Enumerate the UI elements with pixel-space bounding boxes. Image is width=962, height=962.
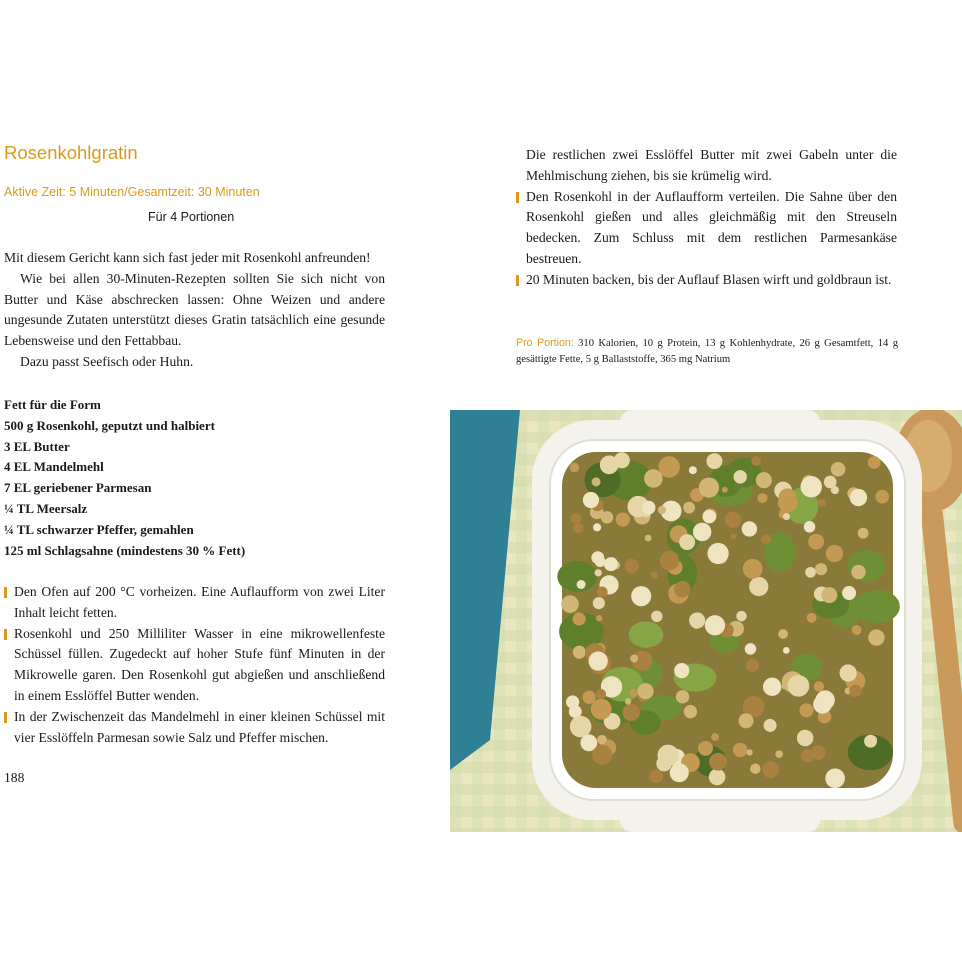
- recipe-photo: [450, 410, 962, 832]
- step-marker-icon: [4, 629, 7, 640]
- crumb-topping-icon: [596, 615, 602, 621]
- crumb-topping-icon: [593, 597, 605, 609]
- crumb-topping-icon: [702, 510, 716, 524]
- crumb-topping-icon: [709, 753, 727, 771]
- brussels-sprout-icon: [629, 621, 664, 647]
- crumb-topping-icon: [850, 489, 867, 506]
- gratin-illustration: [450, 410, 962, 832]
- ingredient-item: Fett für die Form: [4, 397, 101, 412]
- crumb-topping-icon: [778, 629, 788, 639]
- crumb-topping-icon: [651, 611, 662, 622]
- instruction-list-continued: [516, 145, 897, 291]
- crumb-topping-icon: [591, 699, 612, 720]
- instruction-step: [4, 624, 385, 707]
- crumb-topping-icon: [775, 750, 783, 758]
- instruction-list: [4, 582, 385, 748]
- crumb-topping-icon: [589, 651, 608, 670]
- crumb-topping-icon: [799, 703, 813, 717]
- crumb-topping-icon: [625, 559, 639, 573]
- crumb-topping-icon: [705, 615, 725, 635]
- crumb-topping-icon: [684, 705, 697, 718]
- crumb-topping-icon: [595, 556, 606, 567]
- crumb-topping-icon: [757, 493, 767, 503]
- crumb-topping-icon: [698, 741, 713, 756]
- instruction-step: [4, 707, 385, 749]
- crumb-topping-icon: [642, 501, 656, 515]
- recipe-title: Rosenkohlgratin: [4, 142, 138, 163]
- crumb-topping-icon: [708, 543, 729, 564]
- nutrition-info: [516, 336, 898, 367]
- crumb-topping-icon: [742, 521, 757, 536]
- brussels-sprout-icon: [854, 590, 899, 623]
- crumb-topping-icon: [630, 689, 638, 697]
- crumb-topping-icon: [736, 611, 746, 621]
- crumb-topping-icon: [601, 511, 613, 523]
- crumb-topping-icon: [805, 567, 816, 578]
- step-text: Die restlichen zwei Esslöffel Butter mit zwei Gabeln unter die Mehlmischung ziehen, bis sie krümelig wird.: [526, 147, 897, 183]
- crumb-topping-icon: [651, 571, 658, 578]
- step-marker-icon: [516, 192, 519, 203]
- crumb-topping-icon: [825, 769, 845, 789]
- crumb-topping-icon: [788, 675, 810, 697]
- crumb-topping-icon: [764, 719, 777, 732]
- crumb-topping-icon: [852, 625, 862, 635]
- crumb-topping-icon: [660, 551, 679, 570]
- crumb-topping-icon: [709, 769, 726, 786]
- crumb-topping-icon: [797, 730, 813, 746]
- crumb-topping-icon: [801, 749, 814, 762]
- step-marker-icon: [516, 275, 519, 286]
- crumb-topping-icon: [821, 587, 837, 603]
- crumb-topping-icon: [858, 528, 869, 539]
- crumb-topping-icon: [594, 569, 601, 576]
- crumb-topping-icon: [570, 513, 581, 524]
- step-text: Rosenkohl und 250 Milliliter Wasser in eine mikrowellenfeste Schüssel füllen. Zugedeckt auf hoher Stufe fünf Minuten in der Mikrowelle garen. Den Rosenkohl gut abgießen und anschließend in einem Esslöffel Butter wenden.: [14, 625, 385, 703]
- crumb-topping-icon: [596, 689, 606, 699]
- crumb-topping-icon: [577, 580, 586, 589]
- step-text: Den Rosenkohl in der Auflaufform verteilen. Die Sahne über den Rosenkohl gießen und alles gleichmäßig mit den Streuseln bedecken. Zum Schluss mit dem restlichen Parmesankäse bestreuen.: [526, 188, 897, 266]
- crumb-topping-icon: [604, 557, 618, 571]
- crumb-topping-icon: [582, 691, 595, 704]
- crumb-topping-icon: [808, 534, 824, 550]
- step-marker-icon: [4, 712, 7, 723]
- crumb-topping-icon: [649, 770, 663, 784]
- crumb-topping-icon: [826, 545, 843, 562]
- crumb-topping-icon: [597, 587, 608, 598]
- crumb-topping-icon: [583, 492, 599, 508]
- crumb-topping-icon: [625, 698, 631, 704]
- instruction-step: [4, 582, 385, 624]
- crumb-topping-icon: [658, 745, 679, 766]
- intro-paragraph: Mit diesem Gericht kann sich fast jeder mit Rosenkohl anfreunden!: [4, 250, 371, 265]
- crumb-topping-icon: [570, 716, 592, 738]
- instruction-step-continuation: [516, 145, 897, 187]
- ingredient-item: ¼ TL Meersalz: [4, 500, 88, 516]
- nutrition-text: 310 Kalorien, 10 g Protein, 13 g Kohlenhydrate, 26 g Gesamtfett, 14 g gesättigte Fette, 5 g Ballaststoffe, 365 mg Natrium: [516, 338, 898, 365]
- crumb-topping-icon: [616, 512, 630, 526]
- crumb-topping-icon: [693, 523, 711, 541]
- crumb-topping-icon: [743, 559, 763, 579]
- crumb-topping-icon: [733, 743, 747, 757]
- crumb-topping-icon: [645, 535, 652, 542]
- crumb-topping-icon: [622, 704, 639, 721]
- ingredient-item: ¼ TL schwarzer Pfeffer, gemahlen: [4, 521, 194, 537]
- crumb-topping-icon: [779, 488, 797, 506]
- step-text: 20 Minuten backen, bis der Auflauf Blasen wirft und goldbraun ist.: [526, 271, 892, 287]
- crumb-topping-icon: [670, 763, 689, 782]
- ingredient-list: [4, 395, 394, 561]
- crumb-topping-icon: [631, 586, 651, 606]
- crumb-topping-icon: [734, 470, 747, 483]
- crumb-topping-icon: [814, 681, 824, 691]
- crumb-topping-icon: [807, 613, 817, 623]
- crumb-topping-icon: [658, 506, 666, 514]
- crumb-topping-icon: [868, 456, 881, 469]
- crumb-topping-icon: [756, 472, 772, 488]
- crumb-topping-icon: [745, 643, 757, 655]
- intro-paragraph: Wie bei allen 30-Minuten-Rezepten sollten Sie sich nicht von Butter und Käse abschrecken lassen: Ohne Weizen und andere ungesunde Zutaten unterstützt dieses Gratin tatsächlich eine gesunde Lebensweise und den Fettabbau.: [4, 270, 385, 349]
- crumb-topping-icon: [592, 745, 612, 765]
- crumb-topping-icon: [831, 462, 846, 477]
- crumb-topping-icon: [842, 586, 856, 600]
- crumb-topping-icon: [868, 629, 884, 645]
- recipe-times: Aktive Zeit: 5 Minuten/Gesamtzeit: 30 Minuten: [4, 185, 260, 199]
- crumb-topping-icon: [676, 690, 689, 703]
- instruction-step: [516, 187, 897, 270]
- crumb-topping-icon: [762, 761, 779, 778]
- crumb-topping-icon: [570, 463, 580, 473]
- crumb-topping-icon: [689, 612, 705, 628]
- crumb-topping-icon: [689, 466, 697, 474]
- crumb-topping-icon: [804, 521, 816, 533]
- recipe-portions: Für 4 Portionen: [148, 210, 235, 224]
- crumb-topping-icon: [699, 477, 719, 497]
- crumb-topping-icon: [746, 659, 759, 672]
- recipe-intro: [4, 248, 385, 373]
- crumb-topping-icon: [750, 764, 760, 774]
- ingredient-item: 500 g Rosenkohl, geputzt und halbiert: [4, 417, 215, 433]
- crumb-topping-icon: [706, 453, 722, 469]
- crumb-topping-icon: [592, 477, 601, 486]
- crumb-topping-icon: [875, 490, 889, 504]
- crumb-topping-icon: [818, 499, 826, 507]
- crumb-topping-icon: [783, 647, 790, 654]
- crumb-topping-icon: [801, 476, 822, 497]
- crumb-topping-icon: [561, 595, 579, 613]
- crumb-topping-icon: [751, 456, 761, 466]
- ingredient-item: 125 ml Schlagsahne (mindestens 30 % Fett): [4, 542, 246, 558]
- ingredient-item: 4 EL Mandelmehl: [4, 459, 104, 475]
- step-marker-icon: [4, 587, 7, 598]
- crumb-topping-icon: [630, 655, 638, 663]
- crumb-topping-icon: [597, 735, 607, 745]
- gratin-filling: [557, 452, 900, 788]
- crumb-topping-icon: [731, 533, 737, 539]
- crumb-topping-icon: [783, 513, 790, 520]
- crumb-topping-icon: [725, 512, 741, 528]
- nutrition-label: Pro Portion:: [516, 337, 574, 349]
- crumb-topping-icon: [761, 534, 771, 544]
- crumb-topping-icon: [573, 523, 583, 533]
- crumb-topping-icon: [593, 523, 601, 531]
- crumb-topping-icon: [739, 713, 754, 728]
- crumb-topping-icon: [813, 695, 832, 714]
- crumb-topping-icon: [679, 534, 695, 550]
- crumb-topping-icon: [851, 565, 865, 579]
- crumb-topping-icon: [749, 577, 768, 596]
- crumb-topping-icon: [575, 651, 583, 659]
- crumb-topping-icon: [683, 502, 695, 514]
- ingredient-item: 3 EL Butter: [4, 438, 70, 454]
- crumb-topping-icon: [763, 678, 781, 696]
- crumb-topping-icon: [674, 663, 689, 678]
- step-text: In der Zwischenzeit das Mandelmehl in einer kleinen Schüssel mit vier Esslöffeln Parmesan sowie Salz und Pfeffer mischen.: [14, 708, 385, 745]
- crumb-topping-icon: [600, 456, 619, 475]
- instruction-step: [516, 270, 897, 291]
- page-number: 188: [4, 770, 25, 785]
- crumb-topping-icon: [824, 476, 837, 489]
- crumb-topping-icon: [638, 683, 654, 699]
- crumb-topping-icon: [674, 581, 691, 598]
- step-text: Den Ofen auf 200 °C vorheizen. Eine Auflaufform von zwei Liter Inhalt leicht fetten.: [14, 584, 385, 620]
- crumb-topping-icon: [722, 487, 728, 493]
- crumb-topping-icon: [659, 456, 680, 477]
- crumb-topping-icon: [746, 749, 752, 755]
- intro-paragraph: Dazu passt Seefisch oder Huhn.: [20, 353, 194, 369]
- brussels-sprout-icon: [557, 561, 597, 592]
- crumb-topping-icon: [849, 685, 861, 697]
- crumb-topping-icon: [573, 612, 586, 625]
- crumb-topping-icon: [815, 563, 827, 575]
- crumb-topping-icon: [644, 469, 663, 488]
- crumb-topping-icon: [711, 733, 719, 741]
- crumb-topping-icon: [864, 735, 877, 748]
- ingredient-item: 7 EL geriebener Parmesan: [4, 480, 152, 496]
- crumb-topping-icon: [839, 664, 856, 681]
